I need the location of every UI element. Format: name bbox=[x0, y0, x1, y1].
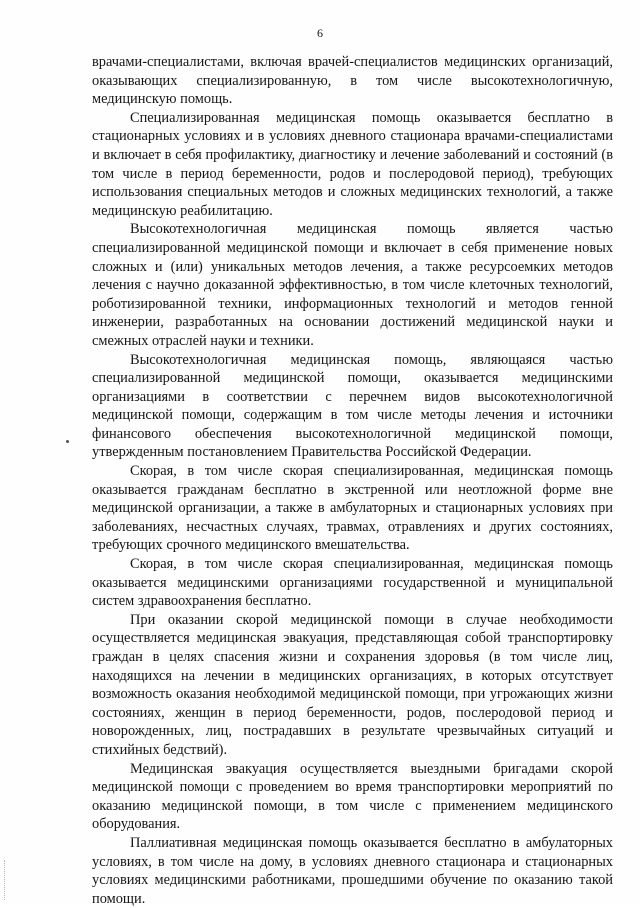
page-number: 6 bbox=[317, 26, 323, 40]
paragraph-medical-evacuation: При оказании скорой медицинской помощи в случае необходимости осуществляется медицинская эвакуация, представляющая собой транспортировку граждан в целях спасения жизни и сохранения здоровья (в том числе лиц, находящихся на лечении в медицинских организациях, в которых отсутствует возможность оказания необходимой медицинской помощи, при угрожающих жизни состояниях, женщин в период беременности, родов, послеродовой период и новорожденных, лиц, пострадавших в результате чрезвычайных ситуаций и стихийных бедствий). bbox=[92, 611, 613, 758]
document-body bbox=[92, 53, 613, 908]
paragraph-high-tech-definition: Высокотехнологичная медицинская помощь является частью специализированной медицинской помощи и включает в себя применение новых сложных и (или) уникальных методов лечения, а также ресурсоемких методов лечения с научно доказанной эффективностью, в том числе клеточных технологий, роботизированной техники, информационных технологий и методов генной инженерии, разработанных на основании достижений медицинской науки и смежных отраслей науки и техники. bbox=[92, 221, 613, 349]
scan-margin-mark bbox=[66, 440, 69, 443]
paragraph-high-tech-provision: Высокотехнологичная медицинская помощь, являющаяся частью специализированной медицинской помощи, оказывается медицинскими организациями в соответствии с перечнем видов высокотехнологичной медицинской помощи, содержащим в том числе методы лечения и источники финансового обеспечения высокотехнологичной медицинской помощи, утвержденным постановлением Правительства Российской Федерации. bbox=[92, 351, 613, 461]
paragraph-emergency-care: Скорая, в том числе скорая специализированная, медицинская помощь оказывается гражданам бесплатно в экстренной или неотложной форме вне медицинской организации, а также в амбулаторных и стационарных условиях при заболеваниях, несчастных случаях, травмах, отравлениях и других состояниях, требующих срочного медицинского вмешательства. bbox=[92, 463, 613, 554]
paragraph-specialized-care: Специализированная медицинская помощь оказывается бесплатно в стационарных условиях и в условиях дневного стационара врачами-специалистами и включает в себя профилактику, диагностику и лечение заболеваний и состояний (в том числе в период беременности, родов и послеродовой период), требующих использования специальных методов и сложных медицинских технологий, а также медицинскую реабилитацию. bbox=[92, 109, 613, 219]
paragraph-continuation: врачами-специалистами, включая врачей-специалистов медицинских организаций, оказывающих специализированную, в том числе высокотехнологичную, медицинскую помощь. bbox=[92, 54, 613, 108]
paragraph-emergency-free: Скорая, в том числе скорая специализированная, медицинская помощь оказывается медицинскими организациями государственной и муниципальной систем здравоохранения бесплатно. bbox=[92, 556, 613, 610]
paragraph-palliative-care: Паллиативная медицинская помощь оказывается бесплатно в амбулаторных условиях, в том числе на дому, в условиях дневного стационара и стационарных условиях медицинскими работниками, прошедшими обучение по оказанию такой помощи. bbox=[92, 834, 613, 907]
paragraph-evacuation-teams: Медицинская эвакуация осуществляется выездными бригадами скорой медицинской помощи с проведением во время транспортировки мероприятий по оказанию медицинской помощи, в том числе с применением медицинского оборудования. bbox=[92, 760, 613, 833]
scan-edge-specks bbox=[4, 860, 8, 900]
